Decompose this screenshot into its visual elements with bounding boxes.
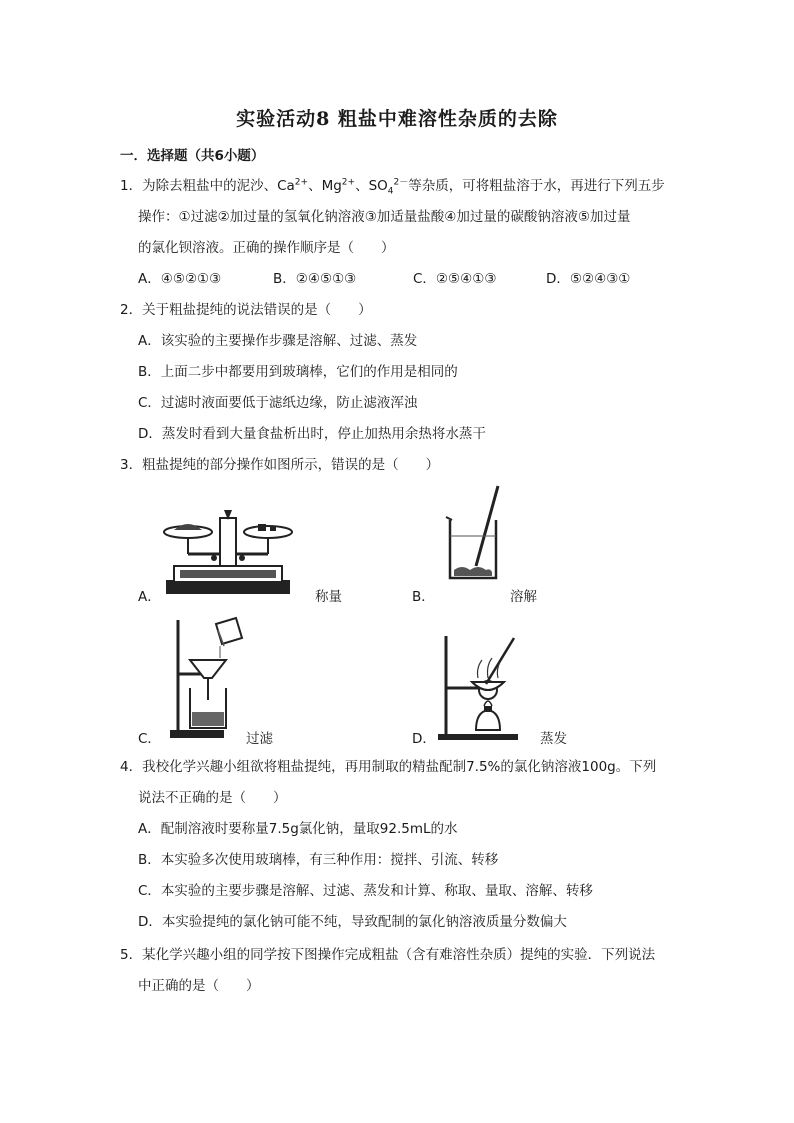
q3-caption-b: 溶解 [510, 589, 537, 605]
page-title: 实验活动8 粗盐中难溶性杂质的去除 [236, 108, 558, 130]
q5-stem-line1: 5．某化学兴趣小组的同学按下图操作完成粗盐（含有难溶性杂质）提纯的实验．下列说法 [120, 947, 656, 963]
q3-label-b[interactable]: B． [412, 589, 435, 605]
q2-option-d[interactable]: D．蒸发时看到大量食盐析出时，停止加热用余热将水蒸干 [138, 426, 486, 442]
q2-option-b[interactable]: B．上面二步中都要用到玻璃棒，它们的作用是相同的 [138, 364, 458, 380]
q4-option-b[interactable]: B．本实验多次使用玻璃棒，有三种作用：搅拌、引流、转移 [138, 852, 499, 868]
q1-stem-line2: 操作：①过滤②加过量的氢氧化钠溶液③加适量盐酸④加过量的碳酸钠溶液⑤加过量 [138, 209, 631, 225]
q3-caption-d: 蒸发 [540, 731, 567, 747]
q3-label-d[interactable]: D． [412, 731, 436, 747]
q1-option-a[interactable]: A．④⑤②①③ [138, 271, 222, 287]
q1-option-d[interactable]: D．⑤②④③① [546, 271, 631, 287]
q3-label-a[interactable]: A． [138, 589, 161, 605]
q3-stem: 3．粗盐提纯的部分操作如图所示，错误的是（ ） [120, 457, 440, 473]
q5-stem-line2: 中正确的是（ ） [138, 978, 260, 994]
q1-stem-line1: 1．为除去粗盐中的泥沙、$Ca^{2+}$、$Mg^{2+}$、$SO_4^{2-}$等杂质，可将粗盐溶于水，再进行下列五步 [120, 177, 665, 197]
dissolving-beaker-figure [440, 484, 510, 584]
q3-caption-c: 过滤 [246, 731, 273, 747]
q4-option-a[interactable]: A．配制溶液时要称量7.5g氯化钠，量取92.5mL的水 [138, 821, 458, 837]
q4-stem-line1: 4．我校化学兴趣小组欲将粗盐提纯，再用制取的精盐配制7.5%的氯化钠溶液100g。下列 [120, 759, 657, 775]
q1-option-b[interactable]: B．②④⑤①③ [273, 271, 357, 287]
section-heading: 一．选择题（共6小题） [120, 148, 265, 164]
filtration-figure [166, 616, 246, 740]
q1-option-c[interactable]: C．②⑤④①③ [413, 271, 497, 287]
q2-stem: 2．关于粗盐提纯的说法错误的是（ ） [120, 302, 372, 318]
q2-option-c[interactable]: C．过滤时液面要低于滤纸边缘，防止滤液浑浊 [138, 395, 418, 411]
evaporation-figure [436, 632, 526, 742]
q4-option-c[interactable]: C．本实验的主要步骤是溶解、过滤、蒸发和计算、称取、量取、溶解、转移 [138, 883, 593, 899]
q4-option-d[interactable]: D．本实验提纯的氯化钠可能不纯，导致配制的氯化钠溶液质量分数偏大 [138, 914, 567, 930]
q1-options [138, 269, 698, 289]
q4-stem-line2: 说法不正确的是（ ） [138, 790, 287, 806]
q3-caption-a: 称量 [315, 589, 342, 605]
q2-option-a[interactable]: A．该实验的主要操作步骤是溶解、过滤、蒸发 [138, 333, 418, 349]
q3-label-c[interactable]: C． [138, 731, 161, 747]
q1-stem-line3: 的氯化钡溶液。正确的操作顺序是（ ） [138, 240, 395, 256]
balance-figure [158, 496, 298, 600]
